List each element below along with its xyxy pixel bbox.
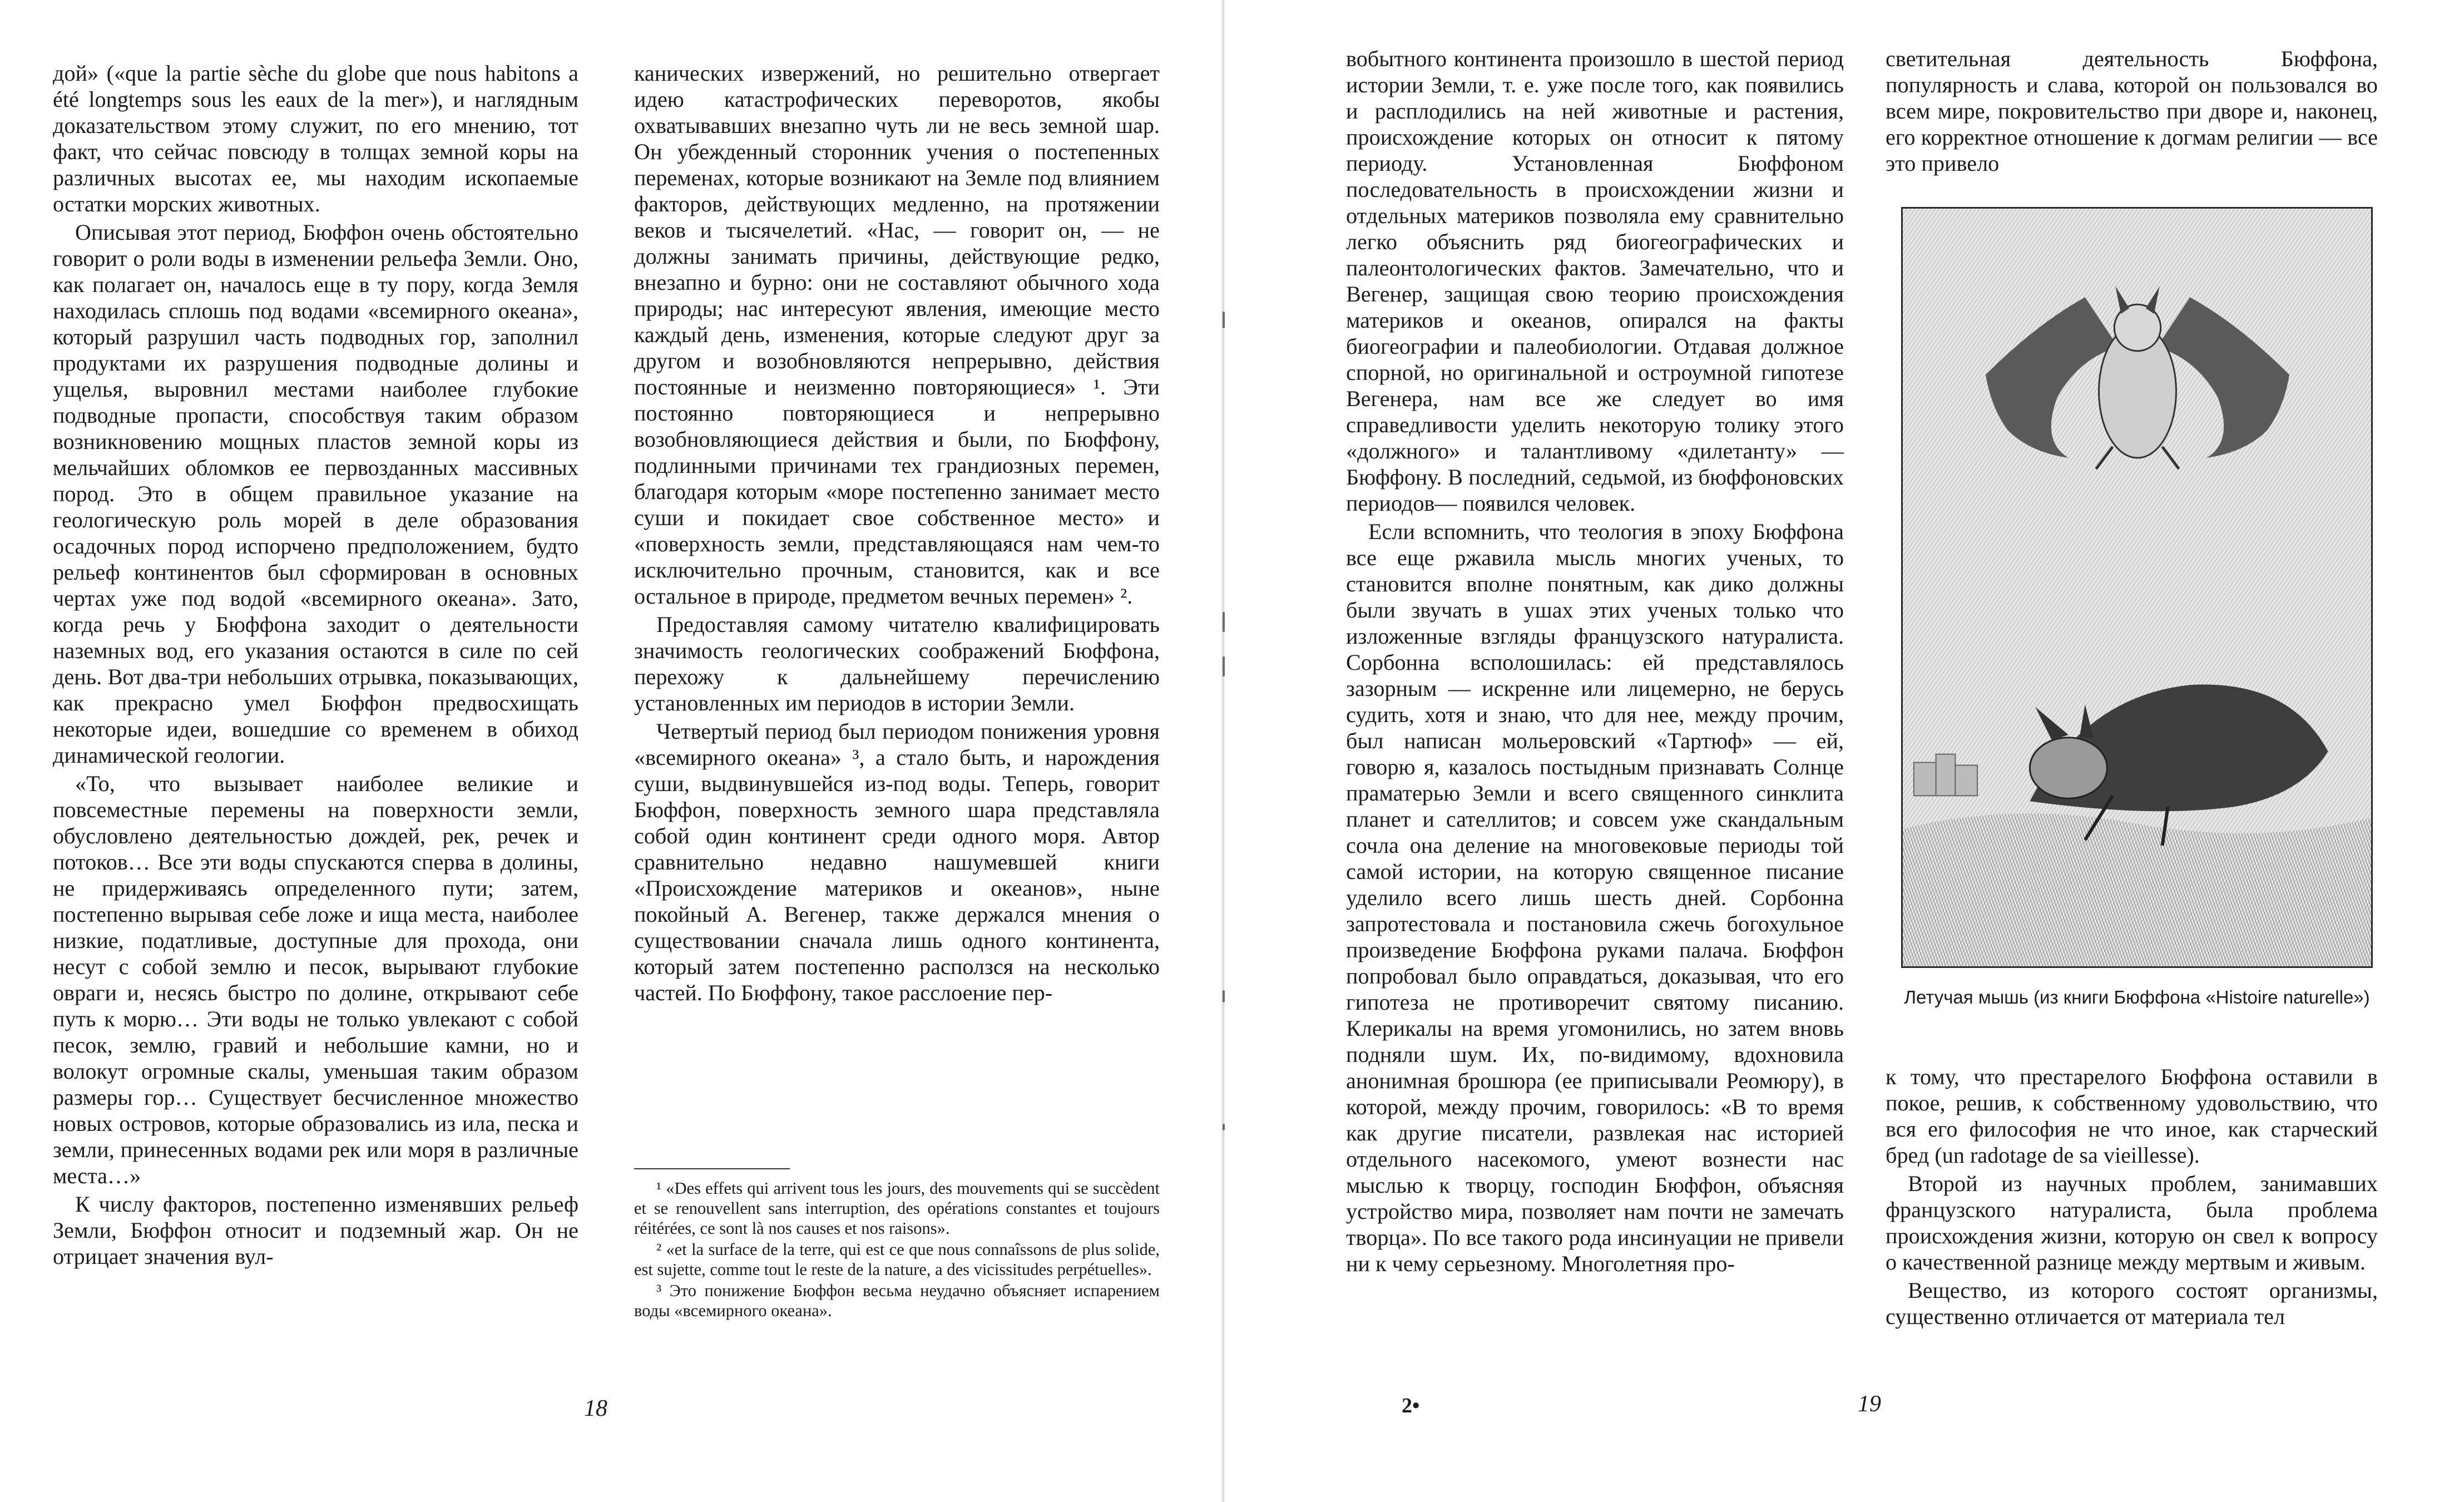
printer-signature-mark: 2• bbox=[1402, 1394, 1420, 1417]
gutter-mark bbox=[1223, 990, 1225, 1002]
gutter-mark bbox=[1223, 312, 1225, 328]
footnote-2: ² «et la surface de la terre, qui est ce que nous connaîssons de plus solide, est sujette, comme tout le reste de la nature, a des vicissitudes perpétuelles». bbox=[634, 1240, 1160, 1279]
paragraph: дой» («que la partie sèche du globe que nous habitons a été longtemps sous les eaux de la mer»), и наглядным доказательством этому служит, по его мнению, тот факт, что сейчас повсюду в толщах земной коры на различных высотах ее, мы находим ископаемые остатки морских животных. bbox=[53, 61, 578, 216]
book-gutter bbox=[1221, 0, 1225, 1502]
paragraph: светительная деятельность Бюффона, популярность и слава, которой он пользовался во всем мире, покровительство при дворе и, наконец, его корректное отношение к догмам религии — все это привело bbox=[1886, 46, 2378, 176]
quote-paragraph: «То, что вызывает наиболее великие и повсеместные перемены на поверхности земли, обусловлено деятельностью дождей, рек, речек и потоков… Все эти воды спускаются сперва в долины, не придерживаясь определенного пути; затем, постепенно вырывая себе ложе и ища места, наиболее низкие, податливые, доступные для прохода, они несут с собой землю и песок, вырывают глубокие овраги и, несясь быстро по долине, открывают себе путь к морю… Эти воды не только увлекают с собой песок, землю, гравий и небольшие камни, но и волокут огромные скалы, уменьшая таким образом размеры гор… Существует бесчисленное множество новых островов, которые образовались из ила, песка и земли, принесенных водами рек или моря в различные места…» bbox=[53, 771, 578, 1188]
gutter-mark bbox=[1223, 612, 1225, 632]
footnotes bbox=[634, 1178, 1160, 1321]
paragraph: Второй из научных проблем, занимавших французского натуралиста, была проблема происхождения жизни, которую он свел к вопросу о качественной разнице между мертвым и живым. bbox=[1886, 1171, 2378, 1274]
left-page-column-2 bbox=[634, 60, 1160, 1006]
left-page-column-1 bbox=[53, 60, 578, 1269]
paragraph: Описывая этот период, Бюффон очень обстоятельно говорит о роли воды в изменении рельефа Земли. Оно, как полагает он, началось еще в ту пору, когда Земля находилась сплошь под водами «всемирного океана», который разрушил часть подводных гор, заполнил продуктами их разрушения подводные долины и ущелья, выровнил местами наиболее глубокие подводные пропасти, способствуя таким образом возникновению мощных пластов земной коры из мельчайших обломков ее первозданных массивных пород. Это в общем правильное указание на геологическую роль морей в деле образования осадочных пород испорчено предположением, будто рельеф континентов был сформирован в основных чертах уже под водой «всемирного океана». Зато, когда речь у Бюффона заходит о деятельности наземных вод, его указания остаются в силе по сей день. Вот два-три небольших отрывка, показывающих, как прекрасно умел Бюффон предвосхищать некоторые идеи, вошедшие со временем в обиход динамической геологии. bbox=[53, 220, 578, 768]
paragraph: канических извержений, но решительно отвергает идею катастрофических переворотов, якобы охватывавших внезапно чуть ли не весь земной шар. Он убежденный сторонник учения о постепенных переменах, которые возникают на Земле под влиянием факторов, действующих медленно, на протяжении веков и тысячелетий. «Нас, — говорит он, — не должны занимать причины, действующие редко, внезапно и бурно: они не составляют обычного хода природы; нас интересуют явления, имеющие место каждый день, изменения, которые следуют друг за другом и возобновляются непрерывно, действия постоянные и неизменно повторяющиеся» ¹. Эти постоянно повторяющиеся и непрерывно возобновляющиеся действия и были, по Бюффону, подлинными причинами тех грандиозных перемен, благодаря которым «море постепенно занимает место суши и покидает свое собственное место» и «поверхность земли, представляющаяся нам чем-то исключительно прочным, становится, как и все остальное в природе, предметом вечных перемен» ². bbox=[634, 61, 1160, 609]
paragraph: вобытного континента произошло в шестой период истории Земли, т. е. уже после того, как появились и расплодились на ней животные и растения, происхождение которых он относит к пятому периоду. Установленная Бюффоном последовательность в происхождении жизни и отдельных материков позволяла ему сравнительно легко объяснить ряд биогеографических и палеонтологических фактов. Замечательно, что и Вегенер, защищая свою теорию происхождения материков и океанов, опирался на факты биогеографии и палеобиологии. Отдавая должное спорной, но оригинальной и остроумной гипотезе Вегенера, нам все же следует во имя справедливости уделить некоторую толику этого «должного» и талантливому «дилетанту» — Бюффону. В последний, седьмой, из бюффоновских периодов— появился человек. bbox=[1346, 46, 1844, 516]
right-page-column-2-top bbox=[1886, 46, 2378, 176]
paragraph: Вещество, из которого состоят организмы, существенно отличается от материала тел bbox=[1886, 1278, 2378, 1329]
footnote-1: ¹ «Des effets qui arrivent tous les jours, des mouvements qui se succèdent et se renouvellent sans interruption, des opérations constantes et toujours réitérées, ce sont là nos causes et nos raisons». bbox=[634, 1179, 1160, 1238]
bat-engraving-illustration bbox=[1901, 207, 2373, 968]
right-page-number: 19 bbox=[1858, 1391, 1881, 1417]
paragraph: к тому, что престарелого Бюффона оставили в покое, решив, к собственному удовольствию, что вся его философия не что иное, как старческий бред (un radotage de sa vieillesse). bbox=[1886, 1064, 2378, 1168]
footnote-3: ³ Это понижение Бюффон весьма неудачно объясняет испарением воды «всемирного океана». bbox=[634, 1281, 1160, 1320]
paragraph: Предоставляя самому читателю квалифицировать значимость геологических соображений Бюффона, перехожу к дальнейшему перечислению установленных им периодов в истории Земли. bbox=[634, 612, 1160, 715]
right-page-column-2-bottom bbox=[1886, 1064, 2378, 1330]
right-page-column-1 bbox=[1346, 46, 1844, 1277]
paragraph: Если вспомнить, что теология в эпоху Бюффона все еще ржавила мысль многих ученых, то становится вполне понятным, как дико должны были звучать в ушах этих ученых только что изложенные взгляды французского натуралиста. Сорбонна всполошилась: ей представлялось зазорным — искренне или лицемерно, не берусь судить, хотя и знаю, что для нее, между прочим, был написан мольеровский «Тартюф» — ей, говорю я, казалось постыдным признавать Солнце праматерью Земли и всего священного синклита планет и сателлитов; и совсем уже скандальным сочла она деление на многовековые периоды той самой истории, на которую священное писание уделило всего лишь шесть дней. Сорбонна запротестовала и постановила сжечь богохульное произведение Бюффона руками палача. Бюффон попробовал было оправдаться, доказывая, что его гипотеза не противоречит святому писанию. Клерикалы на время угомонились, но затем вновь подняли шум. Их, по-видимому, вдохновила анонимная брошюра (ее приписывали Реомюру), в которой, между прочим, говорилось: «В то время как другие писатели, развлекая нас историей отдельного насекомого, умеют вознести нас мыслью к творцу, господин Бюффон, объясняя устройство мира, позволяет нам почти не замечать творца». По все такого рода инсинуации не привели ни к чему серьезному. Многолетняя про- bbox=[1346, 519, 1844, 1276]
left-page-number: 18 bbox=[584, 1396, 607, 1421]
gutter-mark bbox=[1223, 1124, 1225, 1130]
bat-illustration-graphic bbox=[1903, 209, 2371, 966]
gutter-mark bbox=[1223, 656, 1225, 676]
figure-caption: Летучая мышь (из книги Бюффона «Histoire naturelle») bbox=[1904, 987, 2370, 1007]
paragraph: К числу факторов, постепенно изменявших рельеф Земли, Бюффон относит и подземный жар. Он не отрицает значения вул- bbox=[53, 1192, 578, 1269]
footnote-rule bbox=[634, 1168, 790, 1169]
paragraph: Четвертый период был периодом понижения уровня «всемирного океана» ³, а стало быть, и нарождения суши, выдвинувшейся из-под воды. Теперь, говорит Бюффон, поверхность земного шара представляла собой один континент среди одного моря. Автор сравнительно недавно нашумевшей книги «Происхождение материков и океанов», ныне покойный А. Вегенер, также держался мнения о существовании сначала лишь одного континента, который затем постепенно расползся на несколько частей. По Бюффону, такое расслоение пер- bbox=[634, 719, 1160, 1005]
